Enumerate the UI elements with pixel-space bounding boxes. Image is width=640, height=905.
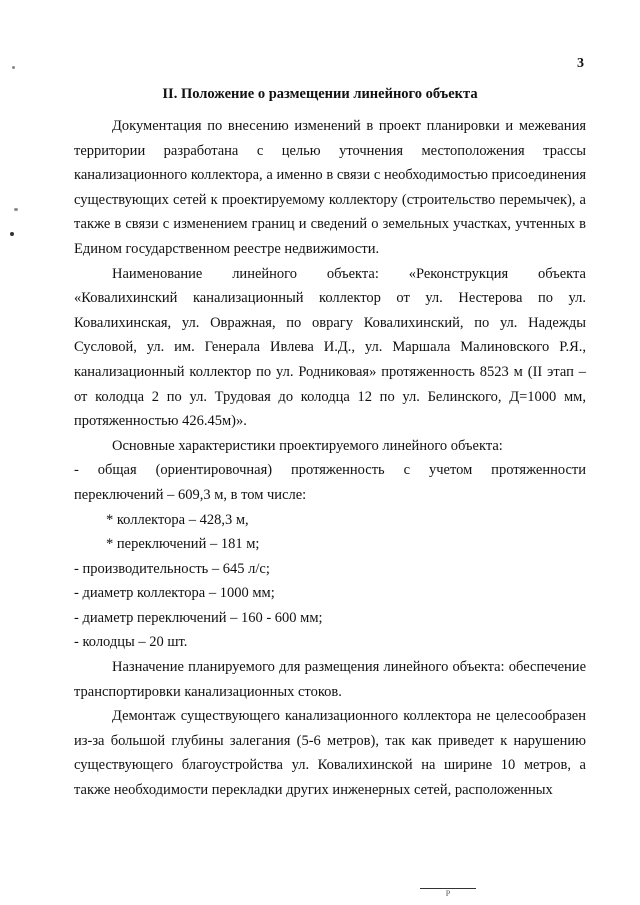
- list-item-wells: - колодцы – 20 шт.: [74, 634, 188, 651]
- paragraph-characteristics-intro: Основные характеристики проектируемого линейного объекта:: [112, 437, 503, 454]
- list-item-switch-diameter: - диаметр переключений – 160 - 600 мм;: [74, 609, 323, 626]
- paragraph-object-purpose: Назначение планируемого для размещения линейного объекта: обеспечение транспортировки канализационных стоков.: [74, 659, 586, 700]
- footer-stamp-mark: Р: [420, 888, 476, 898]
- paragraph-object-name: Наименование линейного объекта: «Реконструкция объекта «Ковалихинский канализационный коллектор от ул. Нестерова по ул. Ковалихинская, ул. Овражная, по оврагу Ковалихинский, по ул. Надежды Сусловой, ул. им. Генерала Ивлева И.Д., ул. Маршала Малиновского Р.Я., канализационный коллектор по ул. Родниковая» протяженность 8523 м (II этап – от колодца 2 по ул. Трудовая до колодца 12 по ул. Белинского, Д=1000 мм, протяженностью 426.45м)».: [74, 265, 586, 430]
- scan-speck: [10, 232, 14, 236]
- scan-speck: [14, 208, 18, 211]
- list-item-capacity: - производительность – 645 л/с;: [74, 560, 270, 577]
- list-item-collector-diameter: - диаметр коллектора – 1000 мм;: [74, 585, 275, 602]
- paragraph-purpose-of-documentation: Документация по внесению изменений в проект планировки и межевания территории разработана с целью уточнения местоположения трассы канализационного коллектора, а именно в связи с необходимостью присоединения существующих сетей к проектируемому коллектору (строительство перемычек), а также в связи с изменением границ и сведений о земельных участках, учтенных в Едином государственном реестре недвижимости.: [74, 118, 586, 257]
- section-heading: II. Положение о размещении линейного объекта: [162, 86, 478, 102]
- page-number: 3: [577, 56, 584, 71]
- scan-speck: [12, 66, 15, 69]
- list-subitem-switch-length: * переключений – 181 м;: [106, 536, 260, 553]
- paragraph-dismantling: Демонтаж существующего канализационного коллектора не целесообразен из-за большой глубины залегания (5-6 метров), так как приведет к нарушению существующего благоустройства ул. Ковалихинской на ширине 10 метров, а также необходимости перекладки других инженерных сетей, расположенных: [74, 708, 586, 799]
- list-subitem-collector-length: * коллектора – 428,3 м,: [106, 511, 249, 528]
- list-item-total-length: - общая (ориентировочная) протяженность с учетом протяженности переключений – 609,3 м, в том числе:: [74, 462, 586, 503]
- document-body: [74, 114, 586, 803]
